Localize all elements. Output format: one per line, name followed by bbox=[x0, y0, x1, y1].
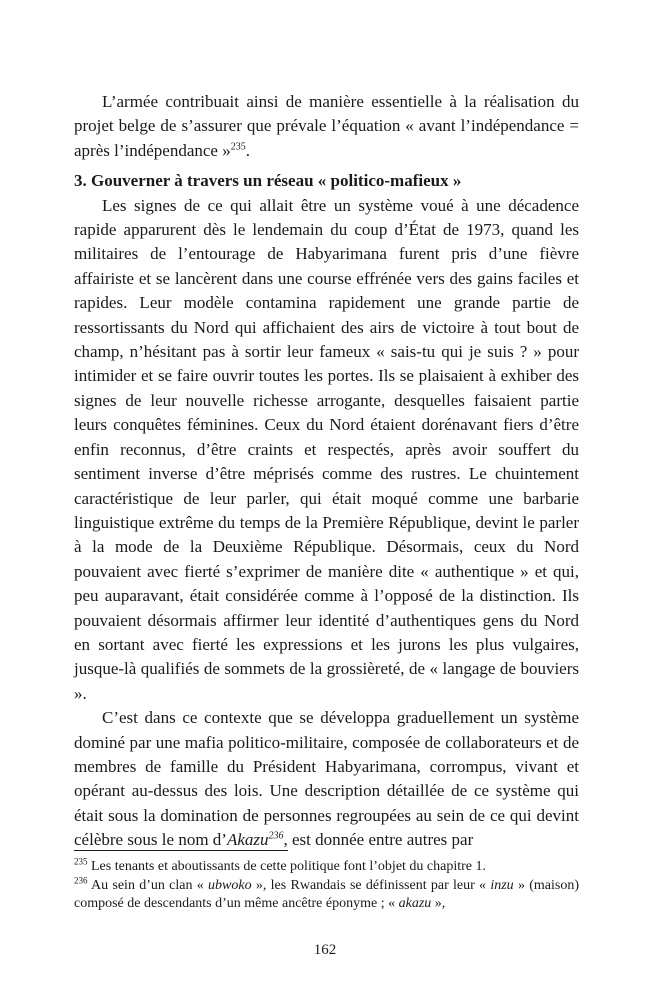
paragraph bbox=[74, 90, 579, 163]
page-number: 162 bbox=[313, 942, 337, 958]
footnote: $^{236}$ Au sein d’un clan « ubwoko », les Rwandais se définissent par leur « inzu » (maison) composé de descendants d’un même ancêtre éponyme ; « akazu », bbox=[74, 874, 580, 911]
footnote-number: 235 bbox=[74, 856, 88, 867]
footnote-divider bbox=[74, 850, 288, 851]
footnote-text: Les tenants et aboutissants de cette politique font l’objet du chapitre 1. bbox=[87, 859, 487, 874]
paragraph-text-end: . bbox=[245, 140, 250, 160]
paragraph-text: L’armée contribuait ainsi de manière essentielle à la réalisation du projet belge de s’assurer que prévale l’équation « avant l’indépendance = après l’indépendance » bbox=[74, 92, 579, 160]
italic-term: Akazu bbox=[226, 830, 269, 850]
italic-term: akazu bbox=[398, 896, 432, 911]
footnote-number: 236 bbox=[74, 874, 88, 885]
footnote-reference: 236 bbox=[268, 830, 284, 842]
paragraph: Les signes de ce qui allait être un système voué à une décadence rapide apparurent dès le lendemain du coup d’État de 1973, quand les militaires de l’entourage de Habyarimana furent pris d’une fièvre affairiste et se lancèrent dans une course effrénée vers des gains faciles et rapides. Leur modèle contamina rapidement une grande partie de ressortissants du Nord qui affichaient des airs de victoire à tout bout de champ, n’hésitant pas à sortir leur fameux « sais-tu qui je suis ? » pour intimider et se faire ouvrir toutes les portes. Ils se plaisaient à exhiber des signes de leur nouvelle richesse arrogante, desquelles faisaient partie leurs conquêtes féminines. Ceux du Nord étaient dorénavant fiers d’être enfin reconnus, d’être craints et respectés, après avoir souffert du sentiment inverse d’être méprisés comme des rustres. Le chuintement caractéristique de leur parler, qui était moqué comme une barbarie linguistique extrême du temps de la Première République, devint le parler à la mode de la Deuxième République. Désormais, ceux du Nord pouvaient avec fierté s’exprimer de manière dite « authentique » et qui, peu auparavant, était considérée comme à l’opposé de la distinction. Ils pouvaient désormais affirmer leur identité d’authentiques gens du Nord en sortant avec fierté les expressions et les jurons les plus vulgaires, jusque-là qualifiés de sommets de la grossièreté, de « langage de bouviers ». bbox=[74, 195, 579, 703]
footnotes bbox=[74, 858, 579, 914]
paragraph bbox=[74, 706, 579, 852]
footnote-reference: 235 bbox=[230, 141, 246, 153]
footnote bbox=[74, 858, 579, 877]
paragraph-text-end: , est donnée entre autres par bbox=[283, 830, 474, 850]
paragraph-text: C’est dans ce contexte que se développa graduellement un système dominé par une mafia politico-militaire, composée de collaborateurs et de membres de famille du Président Habyarimana, corrompus, vivant et opérant au-dessus des lois. Une description détaillée de ce système qui était sous la domination de personnes regroupées au sein de ce qui devint célèbre sous le nom d’ bbox=[74, 708, 579, 850]
italic-term: inzu bbox=[490, 877, 514, 893]
main-text bbox=[74, 90, 579, 853]
section-heading: 3. Gouverner à travers un réseau « politico-mafieux » bbox=[74, 171, 462, 191]
italic-term: ubwoko bbox=[208, 877, 252, 893]
